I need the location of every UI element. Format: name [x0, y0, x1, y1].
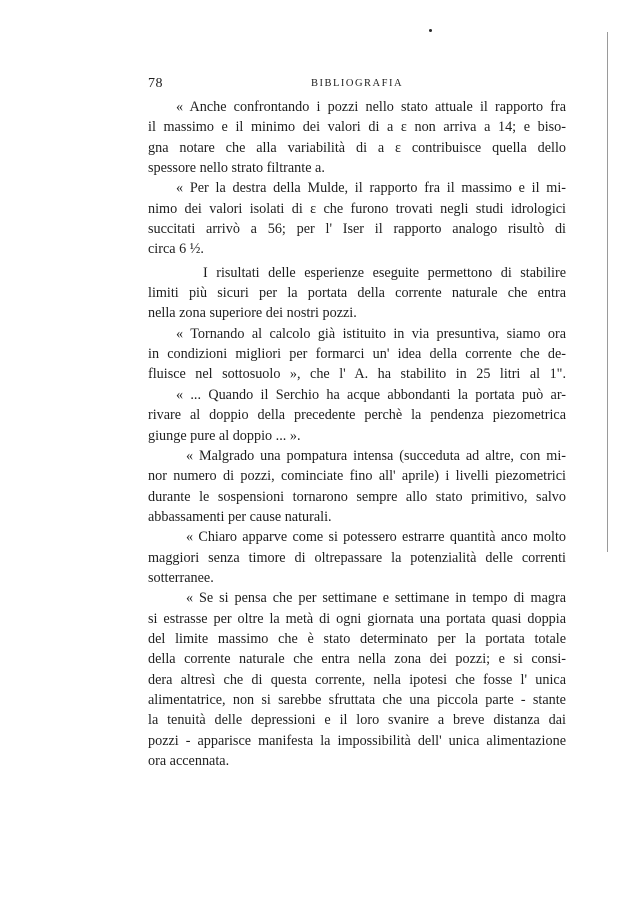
- scan-speck: [429, 29, 432, 32]
- paragraph-7: [148, 527, 566, 588]
- paragraph-3: [148, 263, 566, 324]
- text-line: si estrasse per oltre la metà di ogni giornata una portata quasi doppia: [148, 610, 566, 627]
- text-line: nimo dei valori isolati di ε che furono trovati negli studi idrologici: [148, 200, 566, 217]
- text-line: succitati arrivò a 56; per l' Iser il rapporto analogo risultò di: [148, 221, 566, 238]
- text-line: fluisce nel sottosuolo », che l' A. ha stabilito in 25 litri al 1".: [148, 366, 566, 383]
- text-line: I risultati delle esperienze eseguite permettono di stabilire: [203, 264, 566, 281]
- text-line: « Chiaro apparve come si potessero estrarre quantità anco molto: [186, 529, 566, 546]
- text-line: la tenuità delle depressioni e il loro svanire a breve distanza dai: [148, 712, 566, 729]
- text-line: maggiori senza timore di oltrepassare la potenzialità delle correnti: [148, 549, 566, 566]
- paragraph-2: [148, 178, 566, 259]
- text-line: nella zona superiore dei nostri pozzi.: [148, 305, 357, 322]
- body-text: [148, 97, 566, 771]
- text-line: giunge pure al doppio ... ».: [148, 427, 301, 444]
- text-line: spessore nello strato filtrante a.: [148, 160, 325, 177]
- paragraph-4: [148, 324, 566, 385]
- text-line: dera altresì che di questa corrente, nella ipotesi che fosse l' unica: [148, 671, 566, 688]
- text-line: nor numero di pozzi, cominciate fino all' aprile) i livelli piezometrici: [148, 468, 566, 485]
- text-line: « Malgrado una pompatura intensa (succeduta ad altre, con mi-: [186, 447, 566, 464]
- text-line: ora accennata.: [148, 753, 230, 769]
- paragraph-1: [148, 97, 566, 178]
- text-line: « Anche confrontando i pozzi nello stato attuale il rapporto fra: [176, 99, 566, 115]
- text-line: gna notare che alla variabilità di a ε contribuisce quella dello: [148, 139, 566, 156]
- page-header: [148, 76, 566, 94]
- text-line: « Tornando al calcolo già istituito in via presuntiva, siamo ora: [176, 325, 566, 342]
- text-line: il massimo e il minimo dei valori di a ε non arriva a 14; e biso-: [148, 119, 566, 136]
- text-line: circa 6 ½.: [148, 241, 204, 258]
- text-line: sotterranee.: [148, 569, 214, 586]
- text-line: « Se si pensa che per settimane e settimane in tempo di magra: [186, 590, 566, 607]
- paragraph-5: [148, 385, 566, 446]
- text-line: durante le sospensioni tornarono sempre allo stato primitivo, salvo: [148, 488, 566, 505]
- text-line: pozzi - apparisce manifesta la impossibilità dell' unica alimentazione: [148, 732, 566, 749]
- text-line: limiti più sicuri per la portata della corrente naturale che entra: [148, 285, 566, 302]
- page-number: 78: [148, 76, 163, 91]
- paragraph-8: [148, 588, 566, 771]
- page-edge-line: [607, 32, 608, 552]
- paragraph-6: [148, 446, 566, 527]
- text-line: rivare al doppio della precedente perchè la pendenza piezometrica: [148, 407, 566, 424]
- text-line: alimentatrice, non si sarebbe sfruttata che una piccola parte - stante: [148, 691, 566, 708]
- running-head: BIBLIOGRAFIA: [310, 78, 404, 89]
- text-line: « Per la destra della Mulde, il rapporto fra il massimo e il mi-: [176, 180, 566, 197]
- text-line: del limite massimo che è stato determinato per la portata totale: [148, 630, 566, 647]
- text-line: in condizioni migliori per formarci un' idea della corrente che de-: [148, 346, 566, 363]
- text-line: della corrente naturale che entra nella zona dei pozzi; e si consi-: [148, 651, 566, 668]
- text-line: « ... Quando il Serchio ha acque abbondanti la portata può ar-: [176, 386, 566, 403]
- text-line: abbassamenti per cause naturali.: [148, 508, 332, 525]
